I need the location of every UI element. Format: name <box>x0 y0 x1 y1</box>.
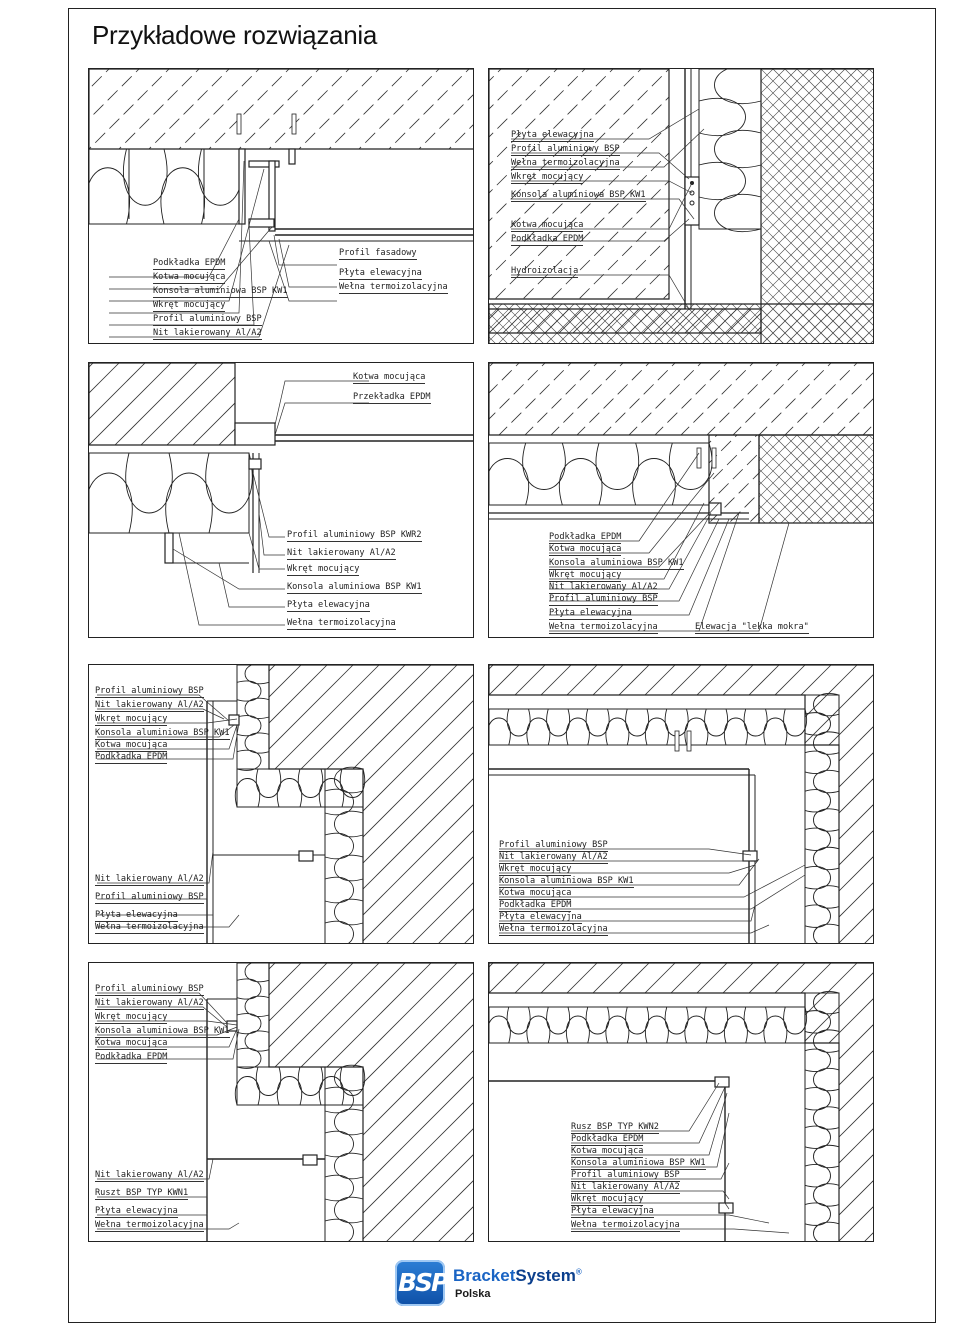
annotation-label: Konsola aluminiowa BSP KW1 <box>287 582 422 592</box>
mineral-wool-insulation <box>89 453 252 533</box>
annotation-label: Podkładka EPDM <box>499 900 572 910</box>
annotation-label: Konsola aluminiowa BSP KW1 <box>95 1026 230 1036</box>
mineral-wool-insulation <box>805 693 839 944</box>
annotation-label: Wełna termoizolacyjna <box>549 622 658 632</box>
annotation-label: Kotwa mocująca <box>499 888 572 898</box>
anchor-bolt <box>292 114 296 134</box>
anchor-bolt <box>687 731 691 751</box>
annotation-label: Konsola aluminiowa BSP KW1 <box>153 286 288 296</box>
mineral-wool-insulation <box>489 1007 807 1043</box>
annotation-label: Kotwa mocująca <box>549 544 622 554</box>
concrete-hatch <box>489 363 874 638</box>
annotation-label: Nit lakierowany Al/A2 <box>499 852 608 862</box>
annotation-label: Wkręt mocujący <box>499 864 572 874</box>
bracket-console <box>299 851 313 861</box>
annotation-label: Kotwa mocująca <box>153 272 226 282</box>
bracket-console <box>249 219 274 227</box>
annotation-label: Wełna termoizolacyjna <box>511 158 620 168</box>
annotation-label: Kotwa mocująca <box>353 372 426 382</box>
annotation-label: Rusz BSP TYP KWN2 <box>571 1122 659 1132</box>
bracket-console <box>289 149 295 164</box>
annotation-label: Płyta elewacyjna <box>339 268 422 278</box>
detail-panel-7 <box>88 962 474 1242</box>
detail-panel-8 <box>488 962 874 1242</box>
annotation-label: Elewacja "lekka mokra" <box>695 622 809 632</box>
annotation-label: Przekładka EPDM <box>353 392 431 402</box>
annotation-label: Profil aluminiowy BSP <box>511 144 620 154</box>
brick-crosshatch <box>489 69 874 344</box>
annotation-label: Profil aluminiowy BSP <box>549 594 658 604</box>
annotation-label: Wełna termoizolacyjna <box>287 618 396 628</box>
mineral-wool-insulation <box>237 963 269 1068</box>
annotation-label: Nit lakierowany Al/A2 <box>95 1170 204 1180</box>
detail-panel-2 <box>488 68 874 344</box>
annotation-label: Podkładka EPDM <box>549 532 622 542</box>
annotation-label: Profil aluminiowy BSP <box>95 892 204 902</box>
detail-panel-3 <box>88 362 474 638</box>
annotation-label: Wełna termoizolacyjna <box>499 924 608 934</box>
bracketsystem-logo <box>395 1258 582 1310</box>
annotation-label: Wkręt mocujący <box>95 714 168 724</box>
concrete-hatch <box>89 69 474 344</box>
annotation-label: Płyta elewacyjna <box>499 912 582 922</box>
brand-name: BracketSystem® <box>453 1266 582 1285</box>
anchor-bolt <box>237 114 241 134</box>
mineral-wool-insulation <box>489 443 712 505</box>
bracket-console <box>743 851 757 861</box>
annotation-label: Kotwa mocująca <box>511 220 584 230</box>
annotation-label: Płyta elewacyjna <box>511 130 594 140</box>
mineral-wool-insulation <box>805 991 839 1242</box>
annotation-label: Konsola aluminiowa BSP KW1 <box>499 876 634 886</box>
annotation-label: Profil aluminiowy BSP <box>153 314 262 324</box>
annotation-label: Nit lakierowany Al/A2 <box>95 700 204 710</box>
annotation-label: Nit lakierowany Al/A2 <box>571 1182 680 1192</box>
annotation-label: Nit lakierowany Al/A2 <box>153 328 262 338</box>
annotation-label: Wkręt mocujący <box>153 300 226 310</box>
annotation-label: Wkręt mocujący <box>511 172 584 182</box>
concrete-hatch <box>89 363 474 638</box>
annotation-label: Płyta elewacyjna <box>95 910 178 920</box>
annotation-label: Wełna termoizolacyjna <box>339 282 448 292</box>
detail-panel-5 <box>88 664 474 944</box>
brick-crosshatch <box>489 69 874 344</box>
annotation-label: Profil fasadowy <box>339 248 417 258</box>
annotation-label: Kotwa mocująca <box>95 740 168 750</box>
annotation-label: Podkładka EPDM <box>95 752 168 762</box>
annotation-label: Nit lakierowany Al/A2 <box>95 998 204 1008</box>
detail-panel-6 <box>488 664 874 944</box>
annotation-label: Podkładka EPDM <box>153 258 226 268</box>
annotation-label: Płyta elewacyjna <box>549 608 632 618</box>
detail-panel-1 <box>88 68 474 344</box>
annotation-label: Kotwa mocująca <box>95 1038 168 1048</box>
annotation-label: Podkładka EPDM <box>571 1134 644 1144</box>
concrete-hatch <box>489 69 874 344</box>
annotation-label: Podkładka EPDM <box>511 234 584 244</box>
annotation-label: Wełna termoizolacyjna <box>95 922 204 932</box>
bracket-console <box>165 533 173 563</box>
mineral-wool-insulation <box>237 665 269 770</box>
annotation-label: Wełna termoizolacyjna <box>571 1220 680 1230</box>
bsp-logo-badge: BSP <box>395 1260 445 1306</box>
annotation-label: Płyta elewacyjna <box>287 600 370 610</box>
annotation-label: Wkręt mocujący <box>571 1194 644 1204</box>
annotation-label: Płyta elewacyjna <box>571 1206 654 1216</box>
annotation-label: Kotwa mocująca <box>571 1146 644 1156</box>
concrete-hatch <box>489 963 874 1242</box>
annotation-label: Nit lakierowany Al/A2 <box>287 548 396 558</box>
annotation-label: Profil aluminiowy BSP KWR2 <box>287 530 422 540</box>
page-title: Przykładowe rozwiązania <box>92 20 378 50</box>
annotation-label: Profil aluminiowy BSP <box>499 840 608 850</box>
annotation-label: Ruszt BSP TYP KWN1 <box>95 1188 189 1198</box>
annotation-label: Wełna termoizolacyjna <box>95 1220 204 1230</box>
annotation-label: Konsola aluminiowa BSP KW1 <box>571 1158 706 1168</box>
annotation-label: Profil aluminiowy BSP <box>95 984 204 994</box>
bracket-console <box>249 459 261 469</box>
annotation-label: Profil aluminiowy BSP <box>95 686 204 696</box>
annotation-label: Płyta elewacyjna <box>95 1206 178 1216</box>
anchor-bolt <box>712 448 716 468</box>
annotation-label: Wkręt mocujący <box>549 570 622 580</box>
brand-subtitle: Polska <box>455 1288 491 1300</box>
detail-panel-4 <box>488 362 874 638</box>
annotation-label: Konsola aluminiowa BSP KW1 <box>511 190 646 200</box>
mineral-wool-insulation <box>235 769 364 807</box>
concrete-hatch <box>489 69 874 344</box>
annotation-label: Konsola aluminiowa BSP KW1 <box>549 558 684 568</box>
bracket-console <box>303 1155 317 1165</box>
anchor-bolt <box>697 448 701 468</box>
annotation-label: Podkładka EPDM <box>95 1052 168 1062</box>
annotation-label: Profil aluminiowy BSP <box>571 1170 680 1180</box>
bracket-console <box>235 423 275 445</box>
annotation-label: Nit lakierowany Al/A2 <box>95 874 204 884</box>
mineral-wool-insulation <box>489 709 807 745</box>
annotation-label: Konsola aluminiowa BSP KW1 <box>95 728 230 738</box>
annotation-label: Wkręt mocujący <box>95 1012 168 1022</box>
annotation-label: Nit lakierowany Al/A2 <box>549 582 658 592</box>
mineral-wool-insulation <box>89 149 242 224</box>
mineral-wool-insulation <box>235 1067 364 1105</box>
anchor-bolt <box>675 731 679 751</box>
annotation-label: Hydroizolacja <box>511 266 579 276</box>
mineral-wool-insulation <box>699 69 761 232</box>
annotation-label: Wkręt mocujący <box>287 564 360 574</box>
